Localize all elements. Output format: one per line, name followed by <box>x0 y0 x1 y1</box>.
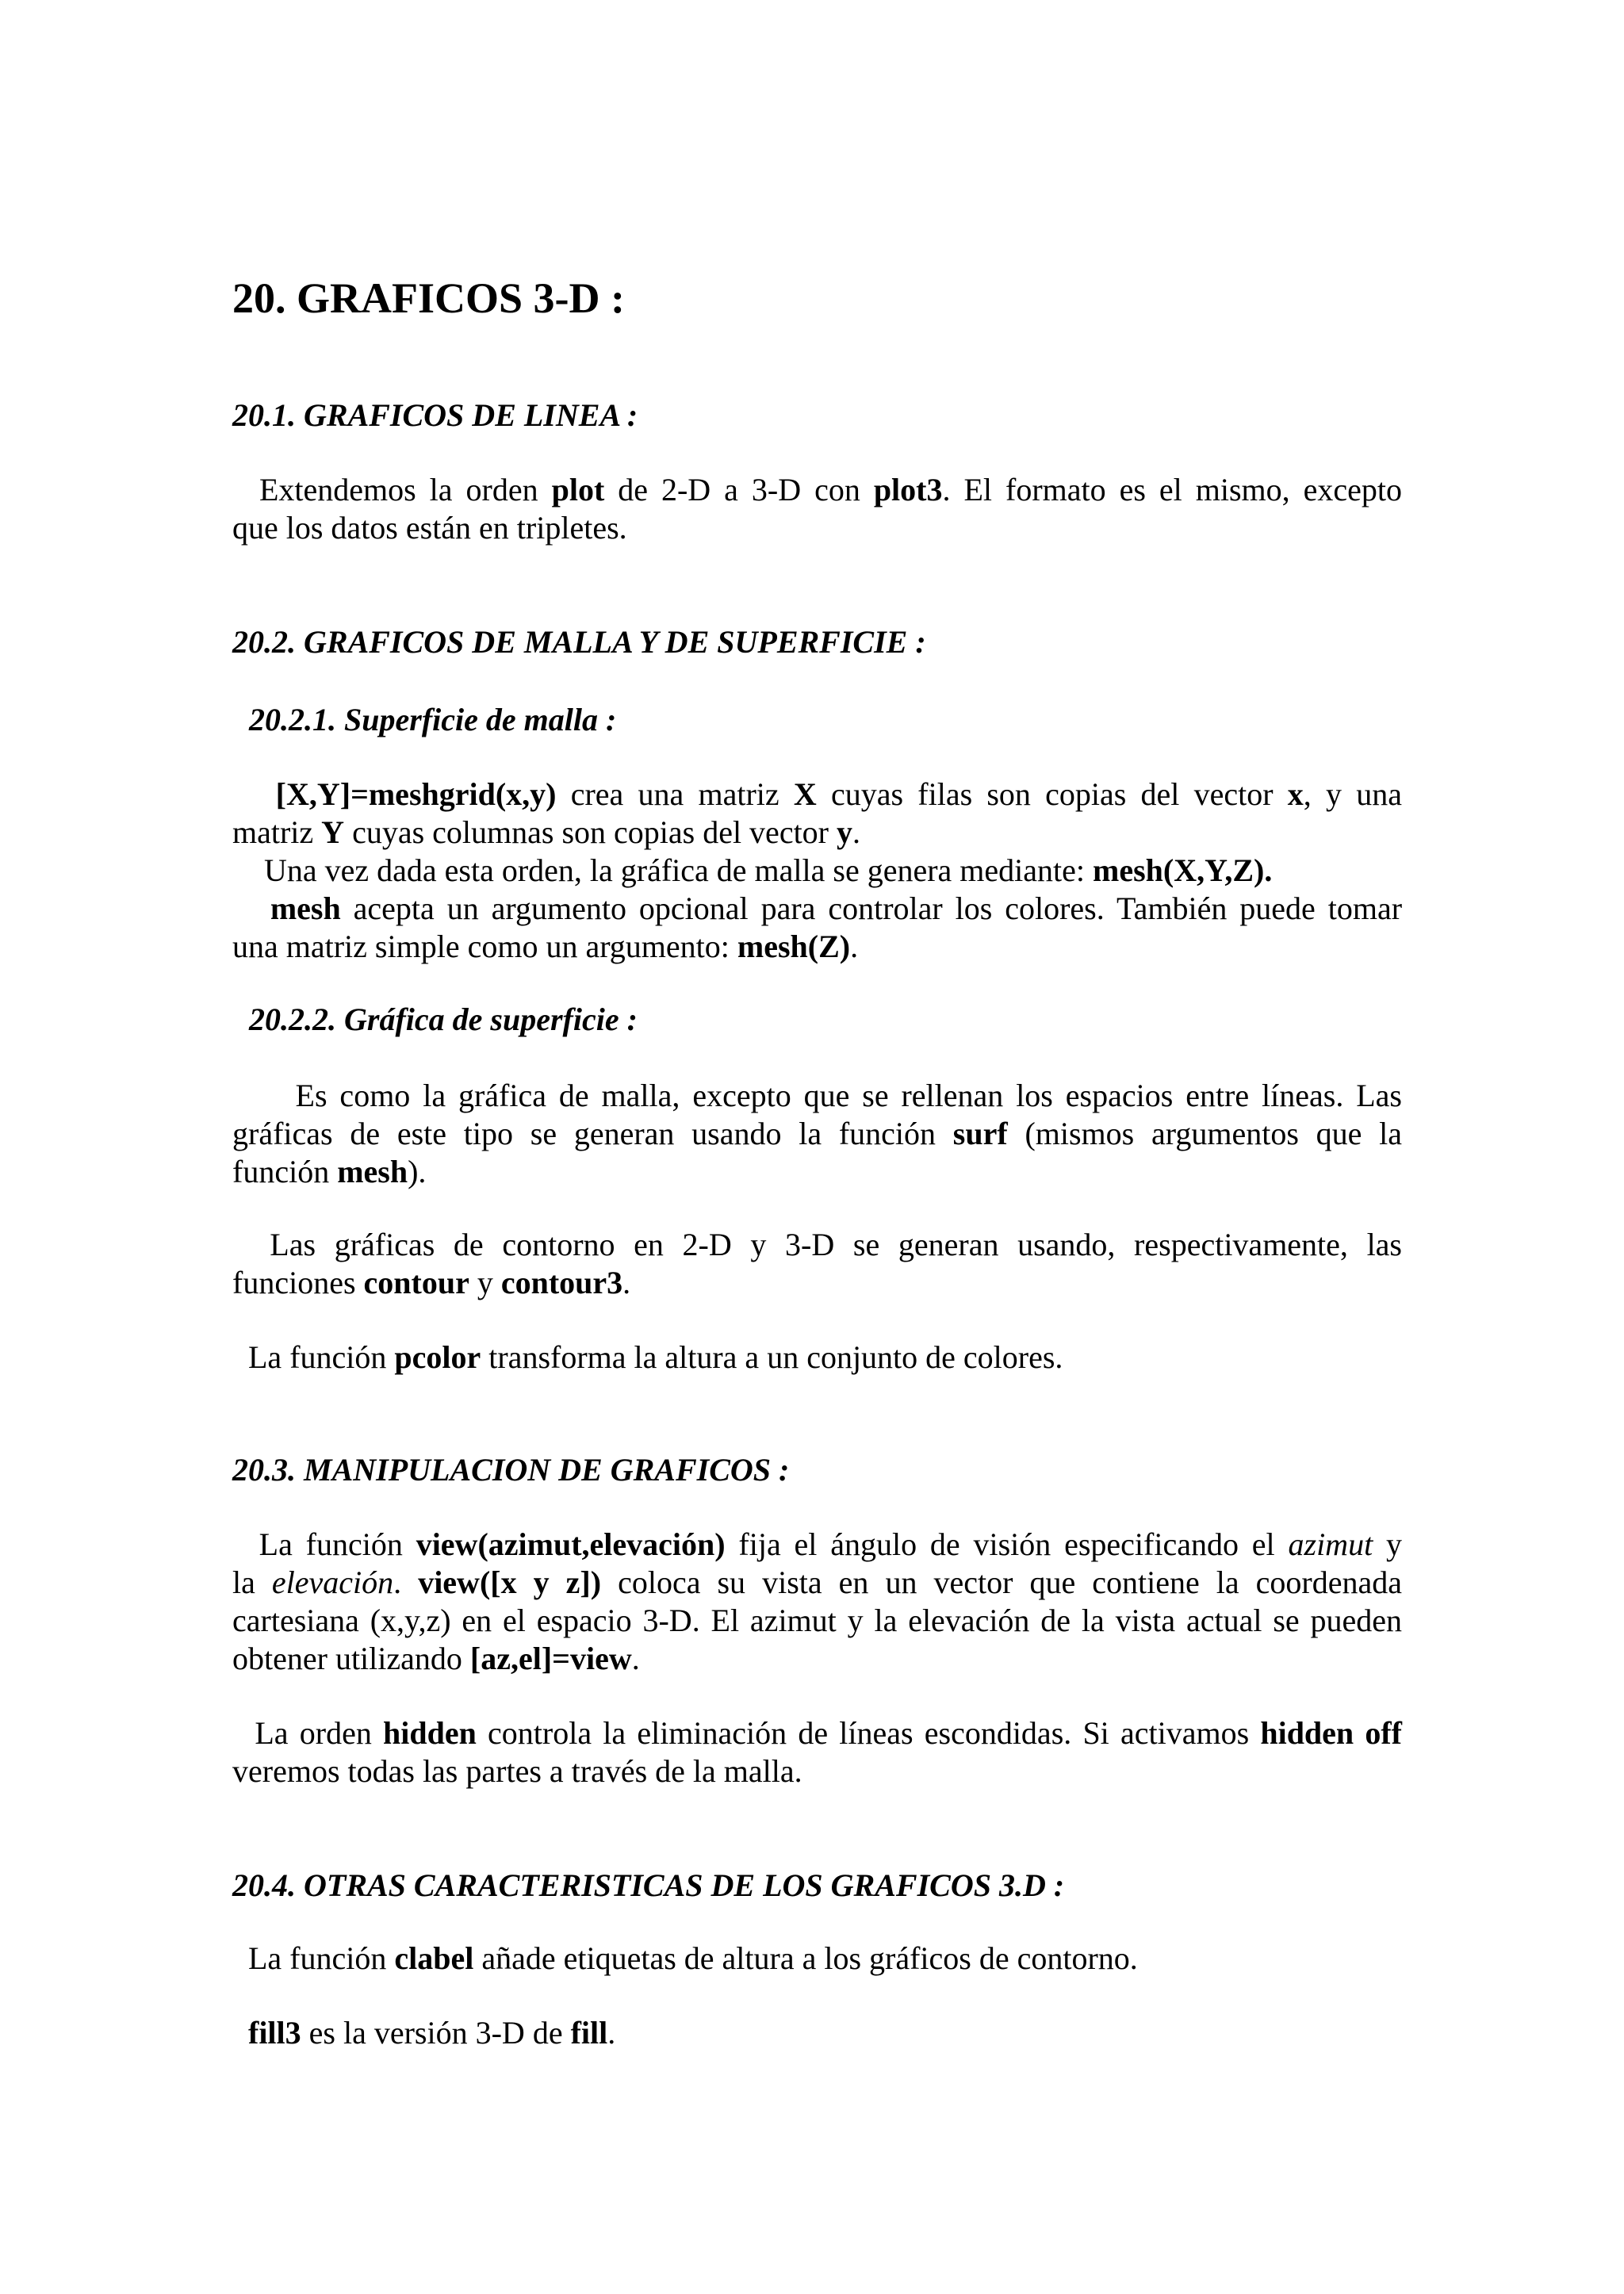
text: . El formato es el mismo, excepto <box>942 472 1402 507</box>
paragraph-hidden <box>232 1714 1402 1790</box>
keyword-fill: fill <box>570 2015 608 2051</box>
text: coloca su vista en un vector que contiene la coordenada <box>601 1564 1402 1600</box>
text: fija el ángulo de visión especificando el <box>725 1526 1289 1562</box>
text: La función <box>248 1339 395 1375</box>
text: y <box>469 1265 501 1300</box>
text: La función <box>259 1526 416 1562</box>
text: veremos todas las partes a través de la malla. <box>232 1753 802 1789</box>
heading-20-4: 20.4. OTRAS CARACTERISTICAS DE LOS GRAFICOS 3.D : <box>232 1867 1065 1903</box>
text: . <box>393 1564 419 1600</box>
heading-20-2-1: 20.2.1. Superficie de malla : <box>249 702 617 737</box>
text: obtener utilizando <box>232 1641 470 1676</box>
paragraph-line <box>232 1226 1402 1264</box>
paragraph-line <box>232 471 1402 509</box>
text: una matriz simple como un argumento: <box>232 929 737 964</box>
paragraph-contour <box>232 1226 1402 1302</box>
keyword-hidden: hidden <box>383 1715 477 1751</box>
keyword-plot: plot <box>551 472 605 507</box>
text: ). <box>408 1154 427 1189</box>
text: de 2-D a 3-D con <box>604 472 874 507</box>
paragraph-line <box>232 1526 1402 1564</box>
text: acepta un argumento opcional para controlar los colores. También puede tomar <box>340 890 1403 926</box>
text: . <box>622 1265 631 1300</box>
paragraph-plot3 <box>232 471 1402 547</box>
keyword-mesh-xyz: mesh(X,Y,Z). <box>1093 852 1273 888</box>
heading-20-2-2: 20.2.2. Gráfica de superficie : <box>249 1001 638 1037</box>
paragraph-line <box>232 1153 1402 1191</box>
paragraph-line <box>232 1338 1402 1377</box>
text: cartesiana (x,y,z) en el espacio 3-D. El azimut y la elevación de la vista actual se pueden <box>232 1603 1402 1638</box>
text: cuyas filas son copias del vector <box>816 776 1288 812</box>
keyword-meshgrid: [X,Y]=meshgrid(x,y) <box>275 776 557 812</box>
text: Las gráficas de contorno en 2-D y 3-D se generan usando, respectivamente, las <box>270 1227 1403 1262</box>
text: , y una <box>1303 776 1402 812</box>
heading-20-3: 20.3. MANIPULACION DE GRAFICOS : <box>232 1452 790 1488</box>
keyword-plot3: plot3 <box>873 472 943 507</box>
paragraph-line <box>232 1752 1402 1790</box>
keyword-x: x <box>1287 776 1304 812</box>
paragraph-line <box>232 509 1402 547</box>
text: transforma la altura a un conjunto de colores. <box>481 1339 1063 1375</box>
text: controla la eliminación de líneas escondidas. Si activamos <box>476 1715 1261 1751</box>
keyword-clabel: clabel <box>394 1940 474 1976</box>
text: es la versión 3-D de <box>301 2015 571 2051</box>
keyword-mesh: mesh <box>337 1154 408 1189</box>
keyword-surf: surf <box>952 1116 1008 1151</box>
paragraph-fill3 <box>232 2014 1402 2052</box>
paragraph-line <box>232 1640 1402 1678</box>
keyword-y: y <box>837 814 852 850</box>
text: cuyas columnas son copias del vector <box>344 814 837 850</box>
text: gráficas de este tipo se generan usando la función <box>232 1116 953 1151</box>
text: matriz <box>232 814 322 850</box>
text: Es como la gráfica de malla, excepto que se rellenan los espacios entre líneas. Las <box>295 1078 1403 1113</box>
paragraph-line <box>232 1077 1402 1115</box>
heading-20-1: 20.1. GRAFICOS DE LINEA : <box>232 397 638 433</box>
text: la <box>232 1564 272 1600</box>
paragraph-line <box>232 890 1402 928</box>
keyword-mesh: mesh <box>270 890 341 926</box>
text: Una vez dada esta orden, la gráfica de malla se genera mediante: <box>264 852 1094 888</box>
paragraph-line <box>232 1564 1402 1602</box>
text: funciones <box>232 1265 364 1300</box>
keyword-hidden-off: hidden off <box>1260 1715 1403 1751</box>
text: crea una matriz <box>556 776 794 812</box>
paragraph-clabel <box>232 1940 1402 1978</box>
paragraph-line <box>232 776 1402 814</box>
keyword-mesh-z: mesh(Z) <box>737 929 851 964</box>
text: Extendemos la orden <box>259 472 552 507</box>
keyword-X: X <box>793 776 817 812</box>
paragraph-line <box>232 2014 1402 2052</box>
term-elevacion: elevación <box>271 1564 394 1600</box>
paragraph-line <box>232 1940 1402 1978</box>
text: . <box>852 814 860 850</box>
paragraph-view <box>232 1526 1402 1678</box>
section-title: 20. GRAFICOS 3-D : <box>232 274 625 322</box>
text: . <box>607 2015 616 2051</box>
text: . <box>850 929 859 964</box>
paragraph-line <box>232 852 1402 890</box>
keyword-az-el-view: [az,el]=view <box>469 1641 632 1676</box>
paragraph-meshgrid <box>232 776 1402 966</box>
keyword-view-xyz: view([x y z]) <box>418 1564 602 1600</box>
keyword-Y: Y <box>321 814 345 850</box>
paragraph-line <box>232 1602 1402 1640</box>
keyword-view-azimut: view(azimut,elevación) <box>416 1526 726 1562</box>
paragraph-line <box>232 1714 1402 1752</box>
text: que los datos están en tripletes. <box>232 510 627 546</box>
text: y <box>1373 1526 1403 1562</box>
paragraph-line <box>232 1115 1402 1153</box>
text: añade etiquetas de altura a los gráficos de contorno. <box>473 1940 1138 1976</box>
keyword-contour: contour <box>363 1265 469 1300</box>
text: La función <box>248 1940 395 1976</box>
keyword-contour3: contour3 <box>500 1265 623 1300</box>
text: La orden <box>255 1715 383 1751</box>
text: . <box>631 1641 640 1676</box>
paragraph-surf <box>232 1077 1402 1191</box>
paragraph-line <box>232 928 1402 966</box>
paragraph-line <box>232 1264 1402 1302</box>
heading-20-2: 20.2. GRAFICOS DE MALLA Y DE SUPERFICIE : <box>232 624 926 660</box>
paragraph-line <box>232 814 1402 852</box>
keyword-fill3: fill3 <box>248 2015 301 2051</box>
text: función <box>232 1154 338 1189</box>
term-azimut: azimut <box>1288 1526 1373 1562</box>
keyword-pcolor: pcolor <box>394 1339 481 1375</box>
text: (mismos argumentos que la <box>1007 1116 1403 1151</box>
paragraph-pcolor <box>232 1338 1402 1377</box>
